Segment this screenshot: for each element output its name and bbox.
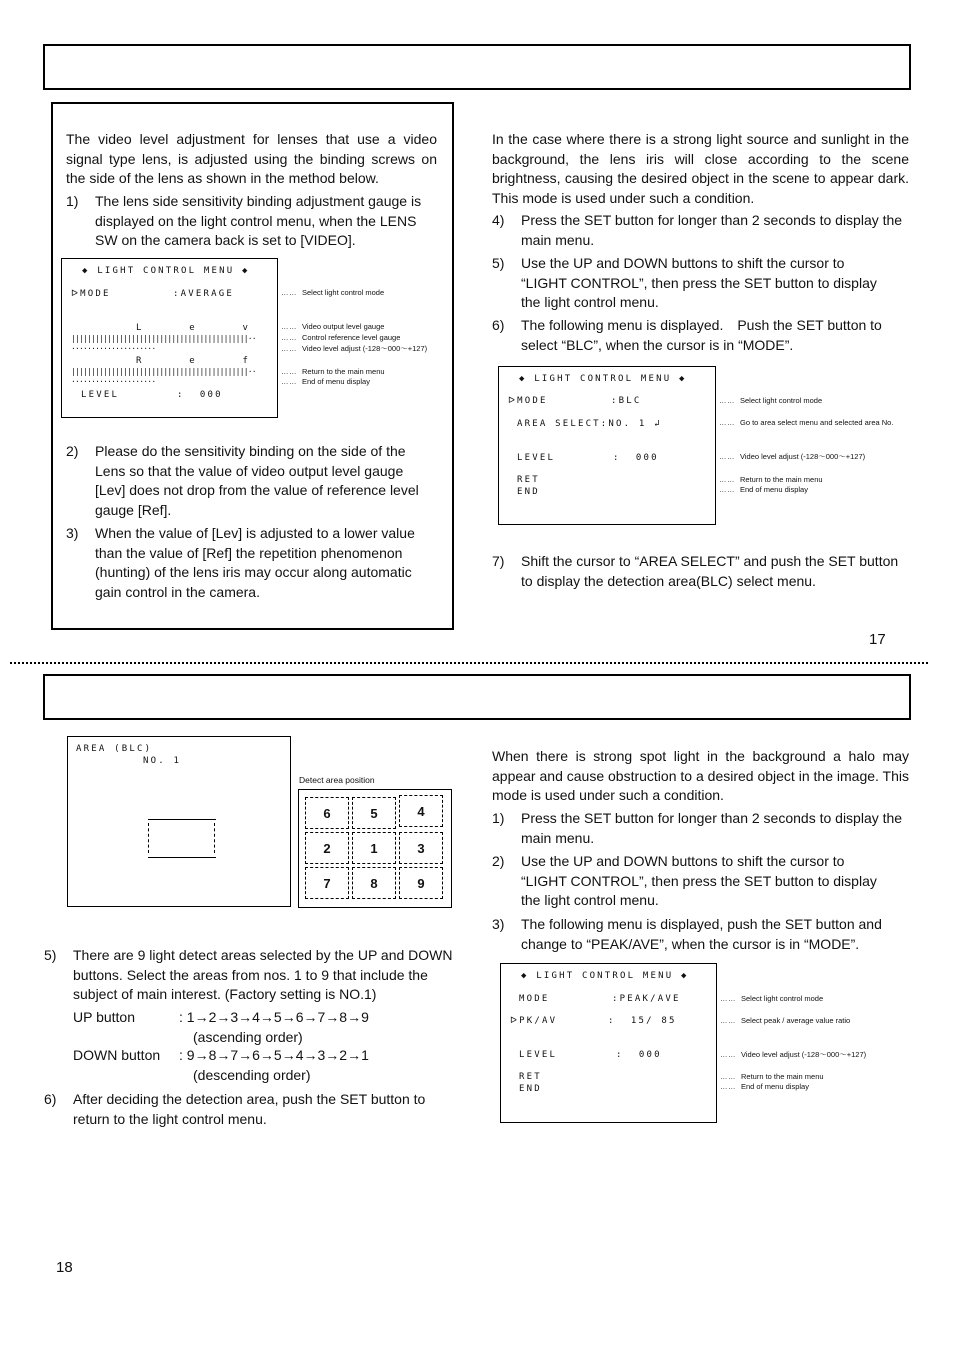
note-video-level: …… Video level adjust (-128～000～+127) bbox=[720, 1050, 867, 1059]
up-order-note: (ascending order) bbox=[193, 1029, 303, 1045]
step-number: 5) bbox=[492, 255, 505, 271]
step-number: 1) bbox=[492, 810, 505, 826]
area-selection-box-left bbox=[148, 823, 149, 853]
note-select-mode: …… Select light control mode bbox=[719, 396, 823, 405]
menu-end: END bbox=[519, 1084, 542, 1094]
note-return-main: …… Return to the main menu bbox=[719, 475, 823, 484]
area-blc-screen bbox=[67, 736, 291, 907]
note-peak-ratio: …… Select peak / average value ratio bbox=[720, 1016, 851, 1025]
note-control-ref: …… Control reference level gauge bbox=[281, 333, 401, 342]
up-sequence: : 1→2→3→4→5→6→7→8→9 bbox=[179, 1009, 369, 1025]
grid-cell: 5 bbox=[352, 797, 396, 829]
step-text: Press the SET button for longer than 2 seconds to display the main menu. bbox=[521, 212, 903, 248]
note-end-menu: …… End of menu display bbox=[719, 485, 808, 494]
menu-pkav-value: : 15/ 85 bbox=[608, 1016, 677, 1026]
blc-step-6 bbox=[492, 316, 909, 356]
step-text: The lens side sensitivity binding adjustment gauge is displayed on the light control menu, when the LENS SW on the camera back is set to [VIDEO]. bbox=[95, 193, 422, 248]
step-number: 6) bbox=[492, 317, 505, 333]
menu-level-value: : 000 bbox=[177, 390, 223, 400]
menu-mode-value: :AVERAGE bbox=[173, 289, 234, 299]
note-area-select: …… Go to area select menu and selected area No. bbox=[719, 418, 894, 427]
step-number: 5) bbox=[44, 947, 57, 963]
step-text: After deciding the detection area, push the SET button to return to the light control menu. bbox=[73, 1091, 426, 1127]
blc-step-4 bbox=[492, 211, 909, 251]
peak-intro-text: When there is strong spot light in the background a halo may appear and cause obstruction to a desired object in the image. This mode is used under such a condition. bbox=[492, 748, 909, 803]
light-control-menu-average bbox=[61, 258, 278, 418]
note-video-level: …… Video level adjust (-128～000～+127) bbox=[719, 452, 866, 461]
lens-step-2 bbox=[66, 442, 437, 522]
note-video-level: …… Video level adjust (-128～000～+127) bbox=[281, 344, 428, 353]
ref-gauge: ||||||||||||||||||||||||||||||||||||||||||||·· bbox=[71, 367, 256, 376]
page-divider bbox=[10, 662, 928, 664]
step-text: When the value of [Lev] is adjusted to a lower value than the value of [Ref] the repetition phenomenon (hunting) of the lens iris may occur along automatic gain control in the camera. bbox=[95, 525, 415, 600]
menu-level-value: : 000 bbox=[616, 1050, 662, 1060]
menu-level-label: LEVEL bbox=[81, 390, 120, 400]
note-select-mode: …… Select light control mode bbox=[720, 994, 824, 1003]
grid-cell: 3 bbox=[399, 832, 443, 864]
area-step-5 bbox=[44, 946, 464, 1008]
down-sequence: : 9→8→7→6→5→4→3→2→1 bbox=[179, 1047, 369, 1063]
grid-cell: 6 bbox=[305, 797, 349, 829]
lens-step-1 bbox=[66, 192, 437, 252]
note-video-output: …… Video output level gauge bbox=[281, 322, 385, 331]
ref-label: R e f bbox=[136, 356, 249, 366]
menu-mode-value: :BLC bbox=[611, 396, 642, 406]
menu-end: END bbox=[517, 487, 540, 497]
step-number: 7) bbox=[492, 553, 505, 569]
peak-step-2 bbox=[492, 852, 909, 912]
note-end-menu: …… End of menu display bbox=[720, 1082, 809, 1091]
step-text: Press the SET button for longer than 2 seconds to display the main menu. bbox=[521, 810, 903, 846]
step-text: The following menu is displayed, push the SET button and change to “PEAK/AVE”, when the cursor is in “MODE”. bbox=[521, 916, 882, 952]
menu-mode-value: :PEAK/AVE bbox=[612, 994, 681, 1004]
menu-level-value: : 000 bbox=[613, 453, 659, 463]
light-control-menu-peak bbox=[500, 963, 717, 1123]
area-title: AREA (BLC) bbox=[76, 744, 153, 754]
step-number: 3) bbox=[492, 916, 505, 932]
step-text: The following menu is displayed. Push the SET button to select “BLC”, when the cursor is in “MODE”. bbox=[521, 317, 882, 353]
detect-area-grid bbox=[298, 789, 452, 908]
light-control-menu-blc bbox=[498, 366, 716, 525]
section-title-bar-top bbox=[43, 44, 911, 90]
lens-step-3 bbox=[66, 524, 437, 604]
step-text: Please do the sensitivity binding on the side of the Lens so that the value of video output level gauge [Lev] does not drop from the value of reference level gauge [Ref]. bbox=[95, 443, 419, 518]
blc-intro-text: In the case where there is a strong light source and sunlight in the background, the lens iris will close according to the scene brightness, causing the desired object in the scene to appear dark. This mode is used under such a condition. bbox=[492, 131, 909, 206]
page-number-18: 18 bbox=[56, 1259, 73, 1276]
down-button-label: DOWN button bbox=[73, 1047, 161, 1063]
area-selection-box-right bbox=[214, 823, 215, 853]
menu-pkav-label: ᐅPK/AV bbox=[510, 1016, 558, 1026]
blc-step-5 bbox=[492, 254, 909, 314]
step-number: 4) bbox=[492, 212, 505, 228]
ref-gauge-dots: ····················· bbox=[71, 377, 156, 386]
menu-ret: RET bbox=[519, 1072, 542, 1082]
section-title-bar-bottom bbox=[43, 674, 911, 720]
down-order-note: (descending order) bbox=[193, 1067, 311, 1083]
menu-title: ◆ LIGHT CONTROL MENU ◆ bbox=[82, 266, 250, 276]
step-text: There are 9 light detect areas selected by the UP and DOWN buttons. Select the areas from nos. 1 to 9 that include the subject of main interest. (Factory setting is NO.1) bbox=[73, 947, 453, 1002]
grid-cell: 7 bbox=[305, 867, 349, 899]
step-number: 2) bbox=[66, 443, 79, 459]
menu-ret: RET bbox=[517, 475, 540, 485]
lev-gauge: ||||||||||||||||||||||||||||||||||||||||||||·· bbox=[71, 334, 256, 343]
lev-gauge-dots: ····················· bbox=[71, 344, 156, 353]
step-number: 6) bbox=[44, 1091, 57, 1107]
grid-cell: 2 bbox=[305, 832, 349, 864]
step-text: Use the UP and DOWN buttons to shift the cursor to “LIGHT CONTROL”, then press the SET button to display the light control menu. bbox=[521, 853, 877, 908]
note-select-mode: …… Select light control mode bbox=[281, 288, 385, 297]
menu-title: ◆ LIGHT CONTROL MENU ◆ bbox=[521, 971, 689, 981]
grid-cell: 9 bbox=[399, 867, 443, 899]
page-number-17: 17 bbox=[869, 631, 886, 648]
menu-mode-label: MODE bbox=[519, 994, 550, 1004]
grid-cell: 8 bbox=[352, 867, 396, 899]
menu-level-label: LEVEL bbox=[519, 1050, 558, 1060]
up-button-label: UP button bbox=[73, 1009, 136, 1025]
step-number: 1) bbox=[66, 193, 79, 209]
menu-mode-label: ᐅMODE bbox=[508, 396, 548, 406]
step-number: 2) bbox=[492, 853, 505, 869]
detect-area-label: Detect area position bbox=[299, 775, 375, 785]
area-step-6 bbox=[44, 1090, 464, 1130]
grid-cell: 4 bbox=[399, 795, 443, 827]
lev-label: L e v bbox=[136, 323, 249, 333]
peak-step-1 bbox=[492, 809, 909, 849]
blc-step-7 bbox=[492, 552, 909, 592]
menu-area-select: AREA SELECT:NO. 1 ↲ bbox=[517, 419, 662, 429]
menu-mode-label: ᐅMODE bbox=[71, 289, 111, 299]
note-return-main: …… Return to the main menu bbox=[720, 1072, 824, 1081]
area-selection-box bbox=[148, 819, 216, 858]
menu-level-label: LEVEL bbox=[517, 453, 556, 463]
step-number: 3) bbox=[66, 525, 79, 541]
lens-intro-text: The video level adjustment for lenses that use a video signal type lens, is adjusted using the binding screws on the side of the lens as shown in the method below. bbox=[66, 131, 437, 186]
note-return-main: …… Return to the main menu bbox=[281, 367, 385, 376]
step-text: Shift the cursor to “AREA SELECT” and push the SET button to display the detection area(BLC) select menu. bbox=[521, 553, 899, 589]
step-text: Use the UP and DOWN buttons to shift the cursor to “LIGHT CONTROL”, then press the SET button to display the light control menu. bbox=[521, 255, 877, 310]
area-number: NO. 1 bbox=[143, 756, 182, 766]
grid-cell: 1 bbox=[352, 832, 396, 864]
menu-title: ◆ LIGHT CONTROL MENU ◆ bbox=[519, 374, 687, 384]
note-end-menu: …… End of menu display bbox=[281, 377, 370, 386]
peak-step-3 bbox=[492, 915, 909, 955]
